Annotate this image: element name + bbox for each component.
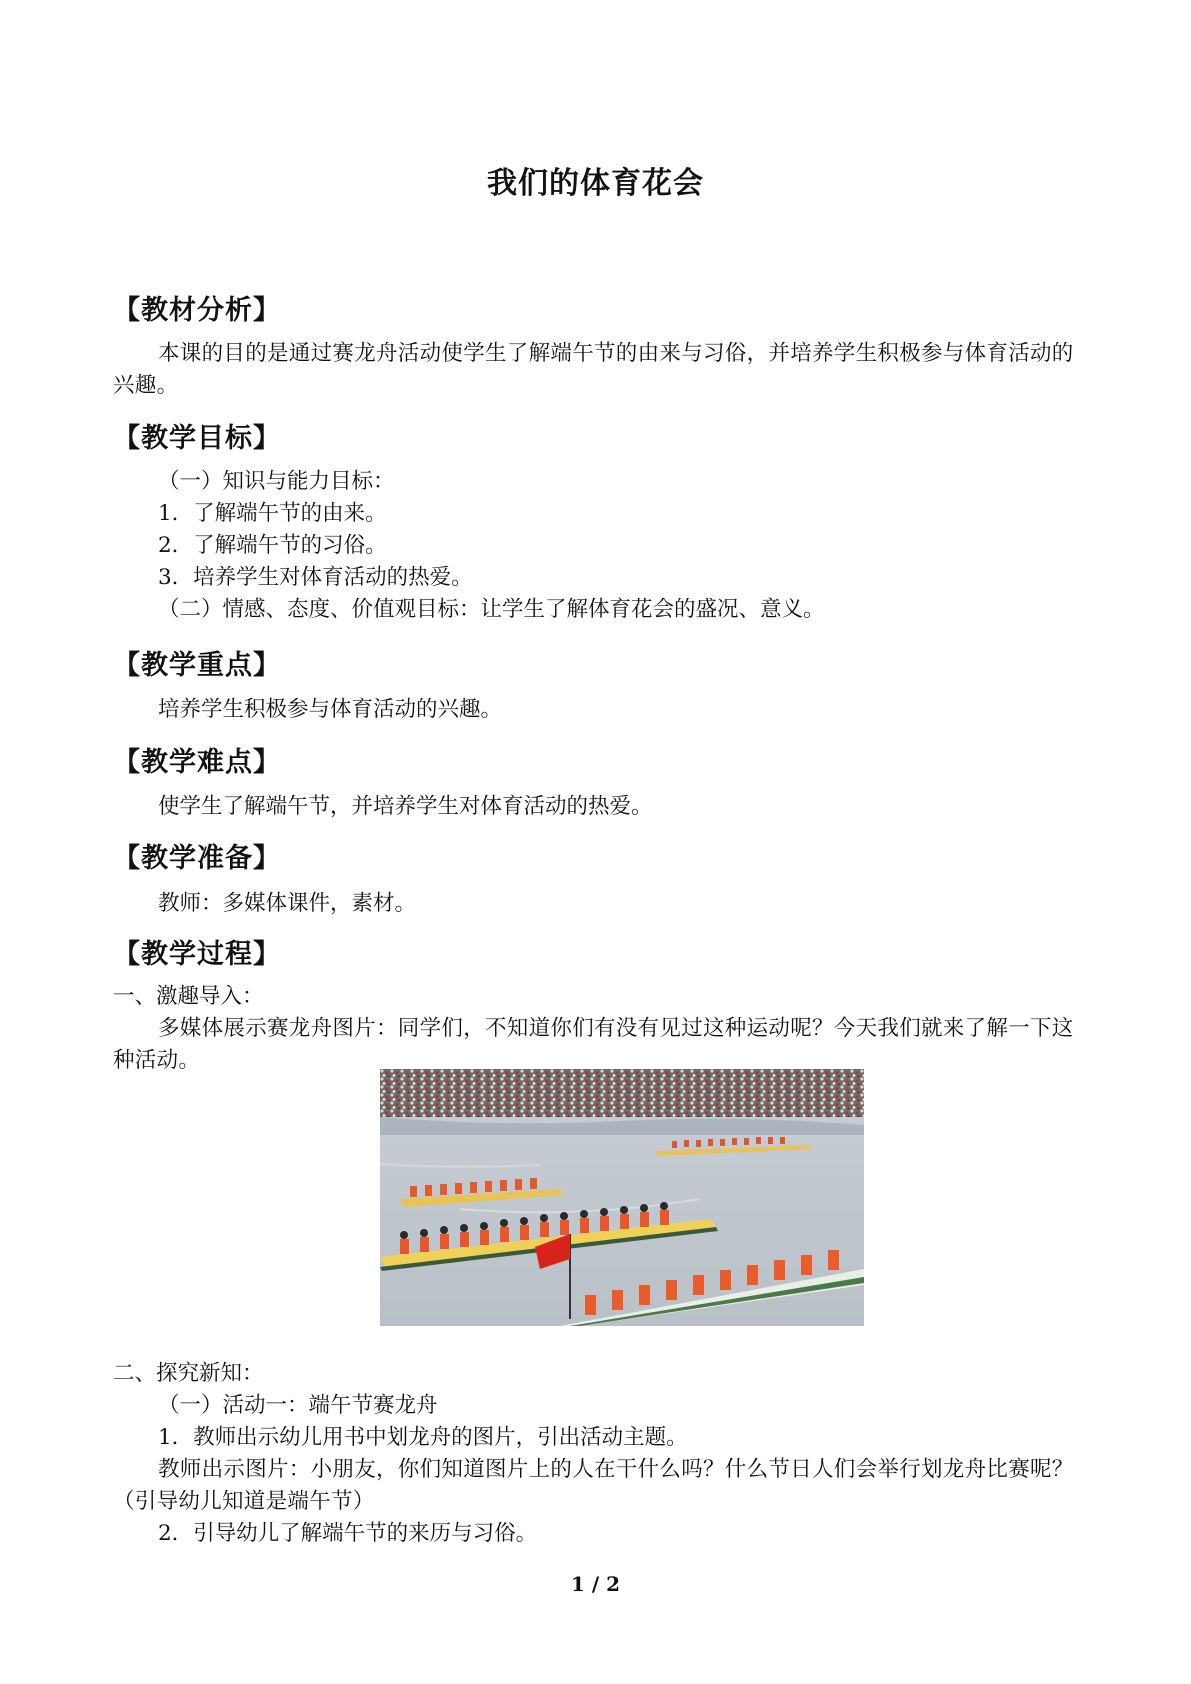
activity-1-heading: （一）活动一：端午节赛龙舟 — [158, 1393, 438, 1418]
section-heading-difficulties: 【教学难点】 — [113, 747, 281, 778]
document-title: 我们的体育花会 — [487, 166, 704, 201]
key-points-text: 培养学生积极参与体育活动的兴趣。 — [158, 697, 503, 722]
preparation-text: 教师：多媒体课件，素材。 — [158, 891, 417, 916]
step-2-heading: 二、探究新知： — [113, 1361, 264, 1386]
section-heading-teaching-process: 【教学过程】 — [113, 939, 281, 970]
step-1-text: 多媒体展示赛龙舟图片：同学们，不知道你们有没有见过这种运动呢？今天我们就来了解一下这种活动。 — [113, 1016, 1074, 1073]
goal-line-1: （一）知识与能力目标： — [158, 469, 395, 494]
activity-1-item-2: 2．引导幼儿了解端午节的来历与习俗。 — [158, 1521, 538, 1546]
difficulties-text: 使学生了解端午节，并培养学生对体育活动的热爱。 — [158, 794, 653, 819]
page-number: 1 / 2 — [570, 1572, 621, 1596]
goal-line-4: 3．培养学生对体育活动的热爱。 — [158, 565, 473, 590]
section-heading-textbook-analysis: 【教材分析】 — [113, 295, 281, 326]
section-heading-key-points: 【教学重点】 — [113, 650, 281, 681]
goal-line-3: 2．了解端午节的习俗。 — [158, 533, 387, 558]
section-heading-preparation: 【教学准备】 — [113, 843, 281, 874]
activity-1-item-1-text: 教师出示图片：小朋友，你们知道图片上的人在干什么吗？什么节日人们会举行划龙舟比赛呢？（引导幼儿知道是端午节） — [113, 1457, 1074, 1514]
textbook-analysis-text: 本课的目的是通过赛龙舟活动使学生了解端午节的由来与习俗，并培养学生积极参与体育活动的兴趣。 — [113, 341, 1074, 398]
step-1-heading: 一、激趣导入： — [113, 984, 264, 1009]
dragon-boat-race-photo — [380, 1069, 864, 1326]
section-heading-teaching-goals: 【教学目标】 — [113, 423, 281, 454]
goal-line-2: 1．了解端午节的由来。 — [158, 501, 387, 526]
goal-line-5: （二）情感、态度、价值观目标：让学生了解体育花会的盛况、意义。 — [158, 597, 825, 622]
activity-1-item-1: 1．教师出示幼儿用书中划龙舟的图片，引出活动主题。 — [158, 1425, 688, 1450]
